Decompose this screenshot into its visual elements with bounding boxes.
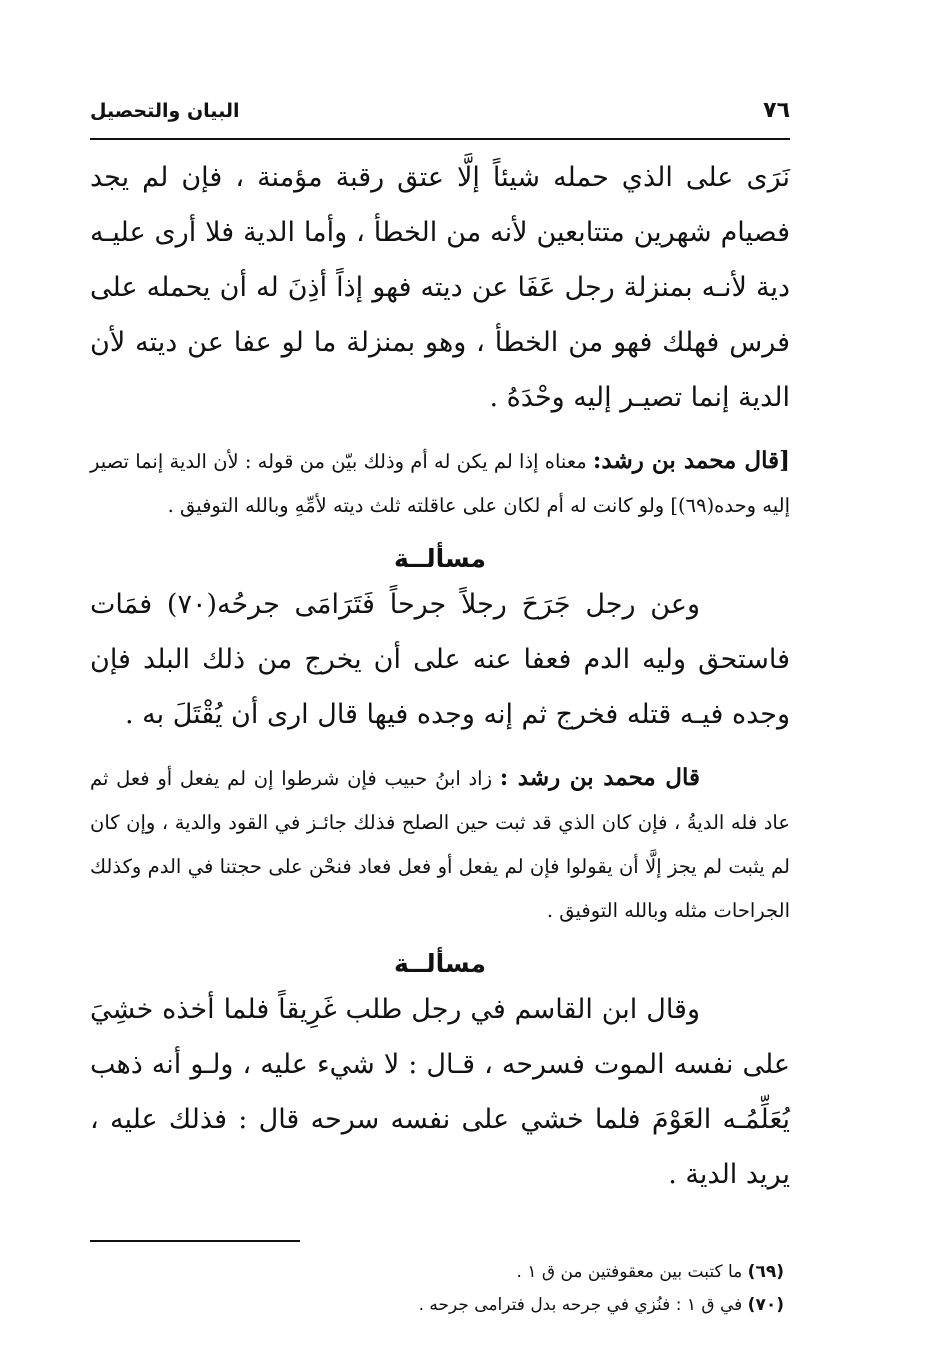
footnote-69 xyxy=(90,1256,784,1289)
footnote-divider xyxy=(90,1240,300,1242)
running-header xyxy=(90,98,790,140)
footnote-70 xyxy=(90,1289,784,1322)
footnote-number: (٧٠) xyxy=(747,1295,784,1315)
commentary-text: زاد ابنُ حبيب فإن شرطوا إن لم يفعل أو فعل ثم عاد فله الديةُ ، فإن كان الذي قد ثبت حين الصلح فذلك جائـز في القود والدية ، وإن كان لم يثبت لم يجز إلَّا أن يقولوا فإن لم يفعل أو فعل فعاد فنحْن على حجتنا في الدم وكذلك الجراحات مثله وبالله التوفيق . xyxy=(90,767,790,922)
commentary-text: معناه إذا لم يكن له أم وذلك بيّن من قوله : لأن الدية إنما تصير إليه وحده(٦٩)] ولو كانت له أم لكان على عاقلته ثلث ديته لأمِّهِ وبالله التوفيق . xyxy=(90,450,790,517)
footnote-number: (٦٩) xyxy=(747,1262,784,1282)
book-title: البيان والتحصيل xyxy=(90,100,240,122)
commentary-ibn-rushd-2 xyxy=(90,756,790,933)
page-number: ٧٦ xyxy=(763,98,790,123)
commentary-speaker: قال محمد بن رشد : xyxy=(499,764,700,791)
footnotes xyxy=(90,1256,784,1322)
paragraph-drowning-case: وقال ابن القاسم في رجل طلب غَرِيقاً فلما أخذه خشِيَ على نفسه الموت فسرحه ، قـال : لا شيء عليه ، ولـو أنه ذهب يُعَلِّمُـه العَوْمَ فلما خشي على نفسه سرحه قال : فذلك عليه ، يريد الدية . xyxy=(90,994,790,1190)
paragraph-opening: نَرَى على الذي حمله شيئاً إلَّا عتق رقبة مؤمنة ، فإن لم يجد فصيام شهرين متتابعين لأنه من الخطأ ، وأما الدية فلا أرى عليـه دية لأنـه بمنزلة رجل عَفَا عن ديته فهو إذاً أذِنَ له أن يحمله على فرس فهلك فهو من الخطأ ، وهو بمنزلة ما لو عفا عن ديته لأن الدية إنما تصيـر إليه وحْدَهُ . xyxy=(90,162,790,413)
footnote-text: ما كتبت بين معقوفتين من ق ١ . xyxy=(516,1262,743,1282)
commentary-ibn-rushd-1 xyxy=(90,439,790,528)
book-page xyxy=(90,98,790,1322)
section-heading-masala-1: مسألــة xyxy=(394,544,486,573)
footnote-text: في ق ١ : فنُزي في جرحه بدل فترامى جرحه . xyxy=(418,1295,743,1315)
commentary-speaker: [قال محمد بن رشد: xyxy=(592,447,790,474)
section-heading-masala-2: مسألــة xyxy=(394,949,486,978)
paragraph-wounding-case: وعن رجل جَرَحَ رجلاً جرحاً فَتَرَامَى جرحُه(٧٠) فمَات فاستحق وليه الدم فعفا عنه على أن يخرج من ذلك البلد فإن وجده فيـه قتله فخرج ثم إنه وجده فيها قال ارى أن يُقْتَلَ به . xyxy=(90,589,790,730)
